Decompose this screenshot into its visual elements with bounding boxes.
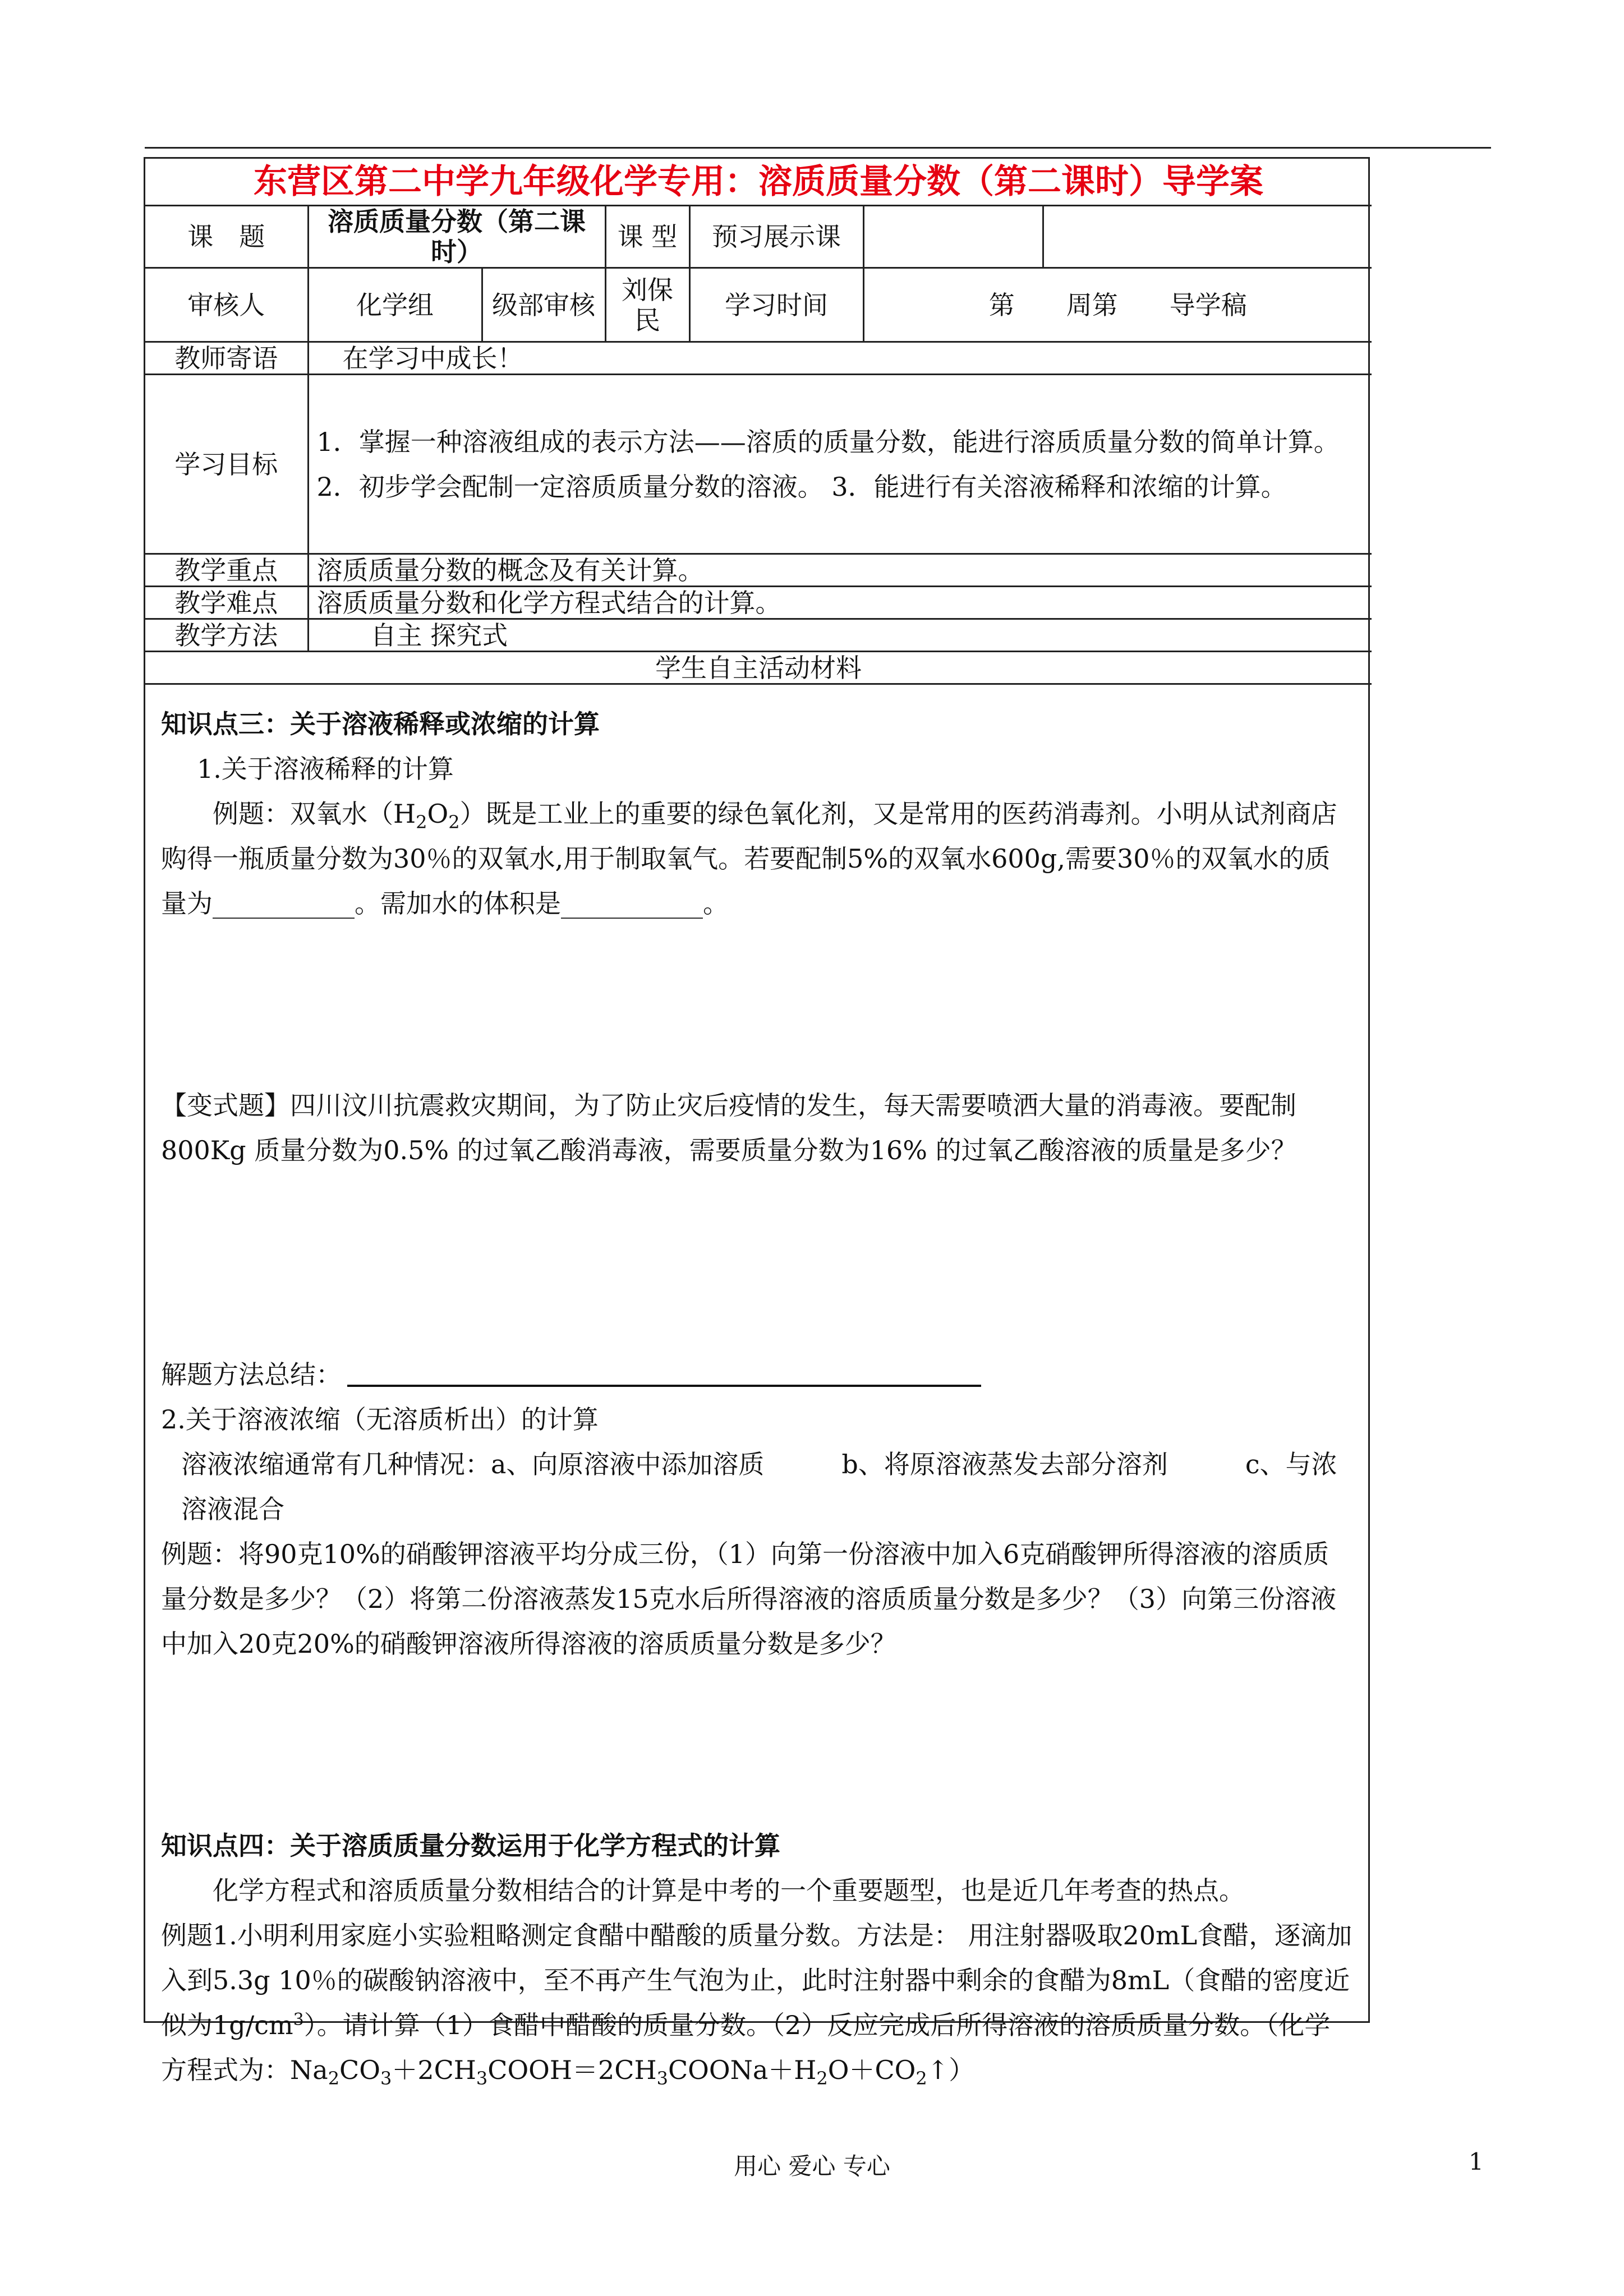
equation-text: ↑） [927, 2055, 975, 2085]
topic-value: 溶质质量分数（第二课时） [308, 206, 605, 268]
example-3-text-b: ）。请计算（1）食醋中醋酸的质量分数。（2）反应完成后所得溶液的溶质质量分数。（化学方程式为：Na [161, 2010, 1331, 2085]
reviewer-label: 审核人 [145, 268, 308, 342]
empty-cell-2 [1043, 206, 1372, 268]
type-value: 预习展示课 [689, 206, 863, 268]
goals-cell [308, 375, 1372, 554]
footer-motto: 用心 爱心 专心 [734, 2152, 890, 2180]
answer-space [161, 926, 1352, 1083]
kp3-sub1: 1.关于溶液稀释的计算 [197, 754, 454, 784]
study-time-label: 学习时间 [689, 268, 863, 342]
kp3-title: 知识点三：关于溶液稀释或浓缩的计算 [161, 709, 600, 739]
equation-text: ＋2CH [392, 2055, 476, 2085]
subscript: 3 [656, 2068, 668, 2089]
subscript: 2 [816, 2068, 828, 2089]
goals-label: 学习目标 [145, 375, 308, 554]
subscript: 3 [476, 2068, 488, 2089]
summary-blank [347, 1360, 981, 1387]
worksheet-frame [144, 157, 1370, 2089]
worksheet-body [145, 685, 1368, 2092]
subscript: 2 [448, 812, 460, 833]
concentration-cases: 溶液浓缩通常有几种情况：a、向原溶液中添加溶质 b、将原溶液蒸发去部分溶剂 c、与浓溶液混合 [181, 1449, 1337, 1524]
equation-text: COOH＝2CH [487, 2055, 657, 2085]
teacher-words-label: 教师寄语 [145, 342, 308, 375]
study-time-value: 第 周第 导学稿 [863, 268, 1372, 342]
kp4-title: 知识点四：关于溶质质量分数运用于化学方程式的计算 [161, 1831, 780, 1861]
goal-2: 2．初步学会配制一定溶质质量分数的溶液。 3．能进行有关溶液稀释和浓缩的计算。 [316, 471, 1287, 502]
variant-question: 【变式题】四川汶川抗震救灾期间，为了防止灾后疫情的发生，每天需要喷洒大量的消毒液。要配制 800Kg 质量分数为0.5% 的过氧乙酸消毒液，需要质量分数为16% 的过氧乙酸溶液的质量是多少？ [161, 1090, 1297, 1165]
info-table [145, 159, 1372, 685]
key-value: 溶质质量分数的概念及有关计算。 [308, 554, 1372, 587]
example-1 [161, 791, 1352, 926]
subscript: 2 [915, 2068, 927, 2089]
answer-space [161, 1173, 1352, 1352]
goal-1: 1．掌握一种溶液组成的表示方法——溶质的质量分数，能进行溶质质量分数的简单计算。 [316, 426, 1340, 457]
topic-label: 课 题 [145, 206, 308, 268]
page-number: 1 [1469, 2148, 1484, 2175]
kp4-intro: 化学方程式和溶质质量分数相结合的计算是中考的一个重要题型，也是近几年考查的热点。 [213, 1875, 1245, 1906]
superscript: 3 [293, 2010, 304, 2030]
empty-cell-1 [863, 206, 1043, 268]
subscript: 2 [328, 2068, 340, 2089]
example-3 [161, 1913, 1352, 2092]
page-title: 东营区第二中学九年级化学专用：溶质质量分数（第二课时）导学案 [145, 159, 1372, 206]
example-1-text-a: 例题：双氧水（H [213, 799, 416, 829]
subscript: 2 [416, 812, 427, 833]
header-rule [145, 147, 1491, 149]
summary-line [161, 1352, 1352, 1397]
dept-review-label: 级部审核 [482, 268, 605, 342]
section-label: 学生自主活动材料 [145, 652, 1372, 684]
subscript: 3 [380, 2068, 392, 2089]
method-label: 教学方法 [145, 619, 308, 652]
method-value: 自主 探究式 [308, 619, 1372, 652]
teacher-words: 在学习中成长！ [308, 342, 1372, 375]
summary-label: 解题方法总结： [161, 1359, 342, 1390]
key-label: 教学重点 [145, 554, 308, 587]
difficulty-label: 教学难点 [145, 587, 308, 619]
answer-space [161, 1666, 1352, 1823]
example-2: 例题：将90克10%的硝酸钾溶液平均分成三份，（1）向第一份溶液中加入6克硝酸钾所得溶液的溶质质量分数是多少？（2）将第二份溶液蒸发15克水后所得溶液的溶质质量分数是多少？（3）向第三份溶液中加入20克20%的硝酸钾溶液所得溶液的溶质质量分数是多少？ [161, 1539, 1337, 1659]
group-value: 化学组 [308, 268, 482, 342]
example-1-text-b: ）既是工业上的重要的绿色氧化剂，又是常用的医药消毒剂。小明从试剂商店购得一瓶质量分数为30％的双氧水,用于制取氧气。若要配制5%的双氧水600g,需要30％的双氧水的质量为___________。需加水的体积是___________。 [161, 799, 1337, 919]
kp3-sub2: 2.关于溶液浓缩（无溶质析出）的计算 [161, 1404, 599, 1435]
type-label: 课 型 [605, 206, 689, 268]
equation-text: O＋CO [827, 2055, 916, 2085]
example-1-text-o: O [427, 799, 449, 829]
reviewer-name: 刘保民 [605, 268, 689, 342]
example-3-text-a: 例题1.小明利用家庭小实验粗略测定食醋中醋酸的质量分数。方法是： 用注射器吸取20mL食醋，逐滴加入到5.3g 10％的碳酸钠溶液中，至不再产生气泡为止，此时注射器中剩余的食醋为8mL（食醋的密度近似为1g/cm [161, 1920, 1352, 2040]
difficulty-value: 溶质质量分数和化学方程式结合的计算。 [308, 587, 1372, 619]
equation-text: CO [339, 2055, 380, 2085]
equation-text: COONa＋H [668, 2055, 817, 2085]
